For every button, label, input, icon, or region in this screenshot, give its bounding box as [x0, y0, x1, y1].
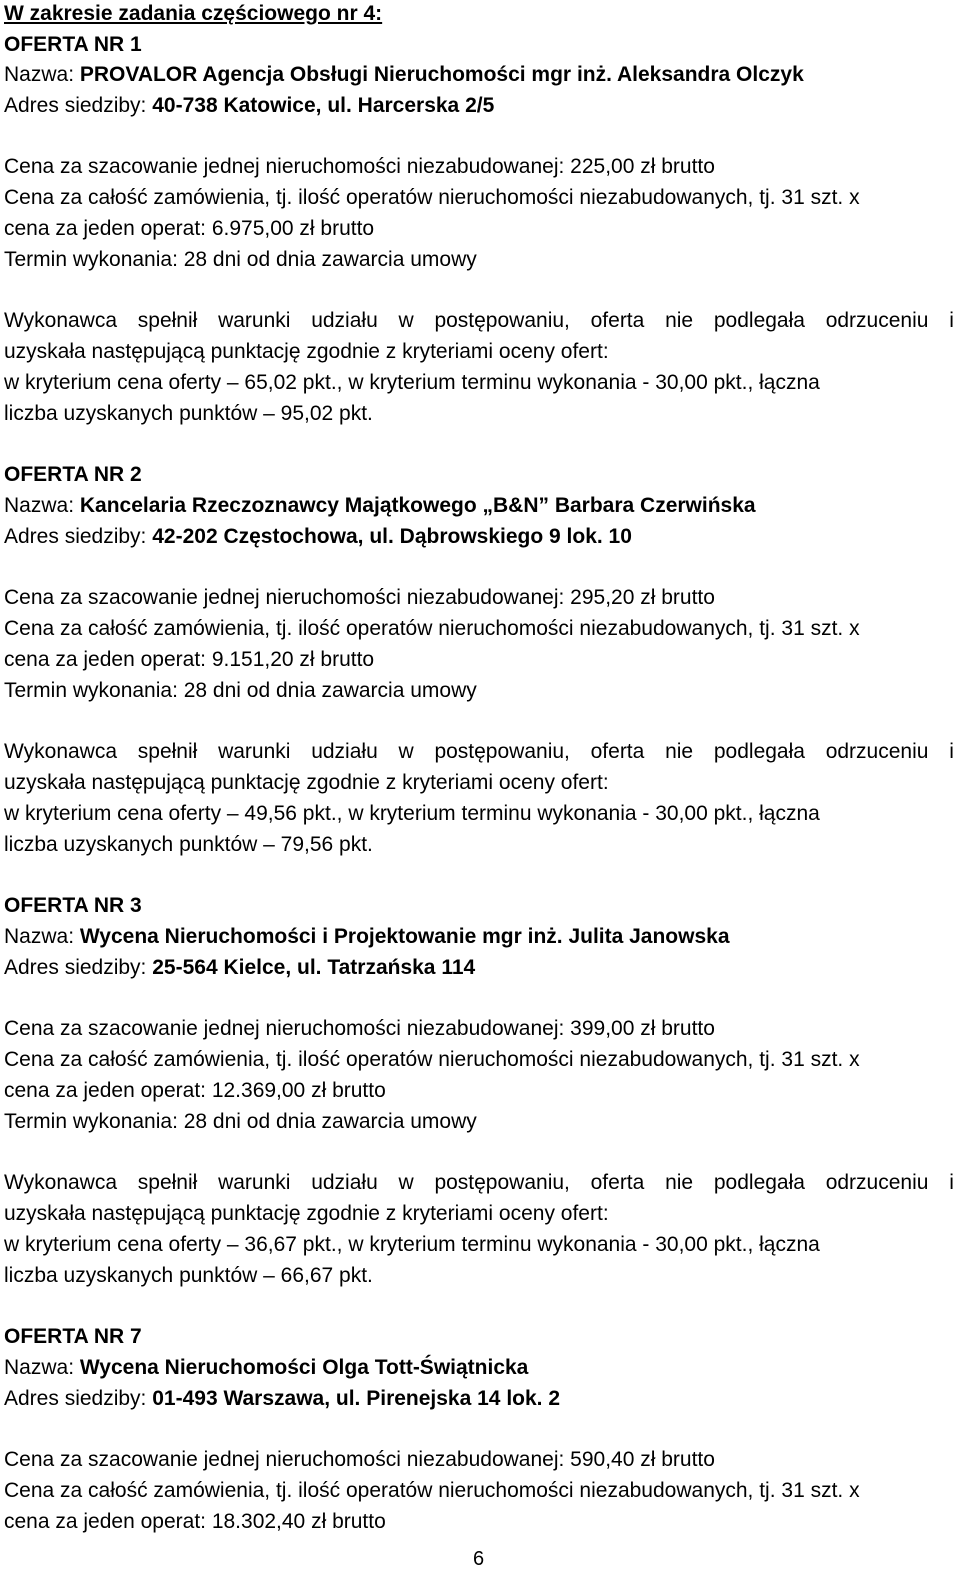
offer-2-price-one: Cena za szacowanie jednej nieruchomości niezabudowanej: 295,20 zł brutto [4, 586, 715, 609]
section-heading: W zakresie zadania częściowego nr 4: [4, 2, 383, 25]
offer-7-title: OFERTA NR 7 [4, 1325, 142, 1348]
offer-1-price-total-cont: cena za jeden operat: 6.975,00 zł brutto [4, 217, 375, 240]
name-label: Nazwa: [4, 63, 80, 86]
offer-2-address-value: 42-202 Częstochowa, ul. Dąbrowskiego 9 lok. 10 [152, 525, 632, 548]
offer-3-title: OFERTA NR 3 [4, 894, 142, 917]
offer-2-eval-line-2: uzyskała następującą punktację zgodnie z kryteriami oceny ofert: [4, 771, 609, 794]
offer-3-address-value: 25-564 Kielce, ul. Tatrzańska 114 [152, 956, 476, 979]
offer-7-address-value: 01-493 Warszawa, ul. Pirenejska 14 lok. 2 [152, 1387, 561, 1410]
offer-3-eval-line-3: w kryterium cena oferty – 36,67 pkt., w kryterium terminu wykonania - 30,00 pkt., łączna [4, 1233, 820, 1256]
offer-3-address [4, 957, 475, 978]
offer-2-name-value: Kancelaria Rzeczoznawcy Majątkowego „B&N” Barbara Czerwińska [79, 494, 756, 517]
offer-7-price-one: Cena za szacowanie jednej nieruchomości niezabudowanej: 590,40 zł brutto [4, 1448, 715, 1471]
offer-1-price-total: Cena za całość zamówienia, tj. ilość operatów nieruchomości niezabudowanych, tj. 31 szt. x [4, 186, 860, 209]
offer-2-title: OFERTA NR 2 [4, 463, 142, 486]
offer-2-price-total: Cena za całość zamówienia, tj. ilość operatów nieruchomości niezabudowanych, tj. 31 szt. x [4, 617, 860, 640]
offer-1-address [4, 95, 494, 116]
offer-1-eval-line-2: uzyskała następującą punktację zgodnie z kryteriami oceny ofert: [4, 340, 609, 363]
offer-3-price-total: Cena za całość zamówienia, tj. ilość operatów nieruchomości niezabudowanych, tj. 31 szt. x [4, 1048, 860, 1071]
address-label: Adres siedziby: [4, 956, 153, 979]
offer-7-price-total-cont: cena za jeden operat: 18.302,40 zł brutto [4, 1510, 386, 1533]
address-label: Adres siedziby: [4, 525, 153, 548]
offer-3-eval-line-4: liczba uzyskanych punktów – 66,67 pkt. [4, 1264, 373, 1287]
name-label: Nazwa: [4, 494, 80, 517]
offer-3-deadline: Termin wykonania: 28 dni od dnia zawarcia umowy [4, 1110, 477, 1133]
page-number: 6 [473, 1548, 485, 1570]
offer-3-price-total-cont: cena za jeden operat: 12.369,00 zł brutto [4, 1079, 386, 1102]
offer-7-price-total: Cena za całość zamówienia, tj. ilość operatów nieruchomości niezabudowanych, tj. 31 szt. x [4, 1479, 860, 1502]
name-label: Nazwa: [4, 1356, 80, 1379]
offer-2-price-total-cont: cena za jeden operat: 9.151,20 zł brutto [4, 648, 375, 671]
offer-3-price-one: Cena za szacowanie jednej nieruchomości niezabudowanej: 399,00 zł brutto [4, 1017, 715, 1040]
offer-1-name-value: PROVALOR Agencja Obsługi Nieruchomości mgr inż. Aleksandra Olczyk [79, 63, 804, 86]
offer-7-name [4, 1357, 528, 1378]
offer-2-eval-line-1: Wykonawca spełnił warunki udziału w postępowaniu, oferta nie podlegała odrzuceniu i [4, 740, 954, 763]
offer-3-name [4, 926, 730, 947]
offer-7-name-value: Wycena Nieruchomości Olga Tott-Świątnicka [79, 1356, 529, 1379]
offer-2-address [4, 526, 632, 547]
offer-2-name [4, 495, 756, 516]
offer-3-eval-line-1: Wykonawca spełnił warunki udziału w postępowaniu, oferta nie podlegała odrzuceniu i [4, 1171, 954, 1194]
offer-2-deadline: Termin wykonania: 28 dni od dnia zawarcia umowy [4, 679, 477, 702]
address-label: Adres siedziby: [4, 1387, 153, 1410]
address-label: Adres siedziby: [4, 94, 153, 117]
offer-1-eval-line-4: liczba uzyskanych punktów – 95,02 pkt. [4, 402, 373, 425]
offer-1-deadline: Termin wykonania: 28 dni od dnia zawarcia umowy [4, 248, 477, 271]
offer-1-eval-line-1: Wykonawca spełnił warunki udziału w postępowaniu, oferta nie podlegała odrzuceniu i [4, 309, 954, 332]
offer-1-address-value: 40-738 Katowice, ul. Harcerska 2/5 [152, 94, 495, 117]
offer-2-eval-line-3: w kryterium cena oferty – 49,56 pkt., w kryterium terminu wykonania - 30,00 pkt., łączna [4, 802, 820, 825]
name-label: Nazwa: [4, 925, 80, 948]
offer-1-name [4, 64, 804, 85]
offer-3-name-value: Wycena Nieruchomości i Projektowanie mgr inż. Julita Janowska [79, 925, 730, 948]
offer-1-price-one: Cena za szacowanie jednej nieruchomości niezabudowanej: 225,00 zł brutto [4, 155, 715, 178]
offer-7-address [4, 1388, 560, 1409]
offer-1-title: OFERTA NR 1 [4, 33, 142, 56]
offer-3-eval-line-2: uzyskała następującą punktację zgodnie z kryteriami oceny ofert: [4, 1202, 609, 1225]
offer-2-eval-line-4: liczba uzyskanych punktów – 79,56 pkt. [4, 833, 373, 856]
offer-1-eval-line-3: w kryterium cena oferty – 65,02 pkt., w kryterium terminu wykonania - 30,00 pkt., łączna [4, 371, 820, 394]
